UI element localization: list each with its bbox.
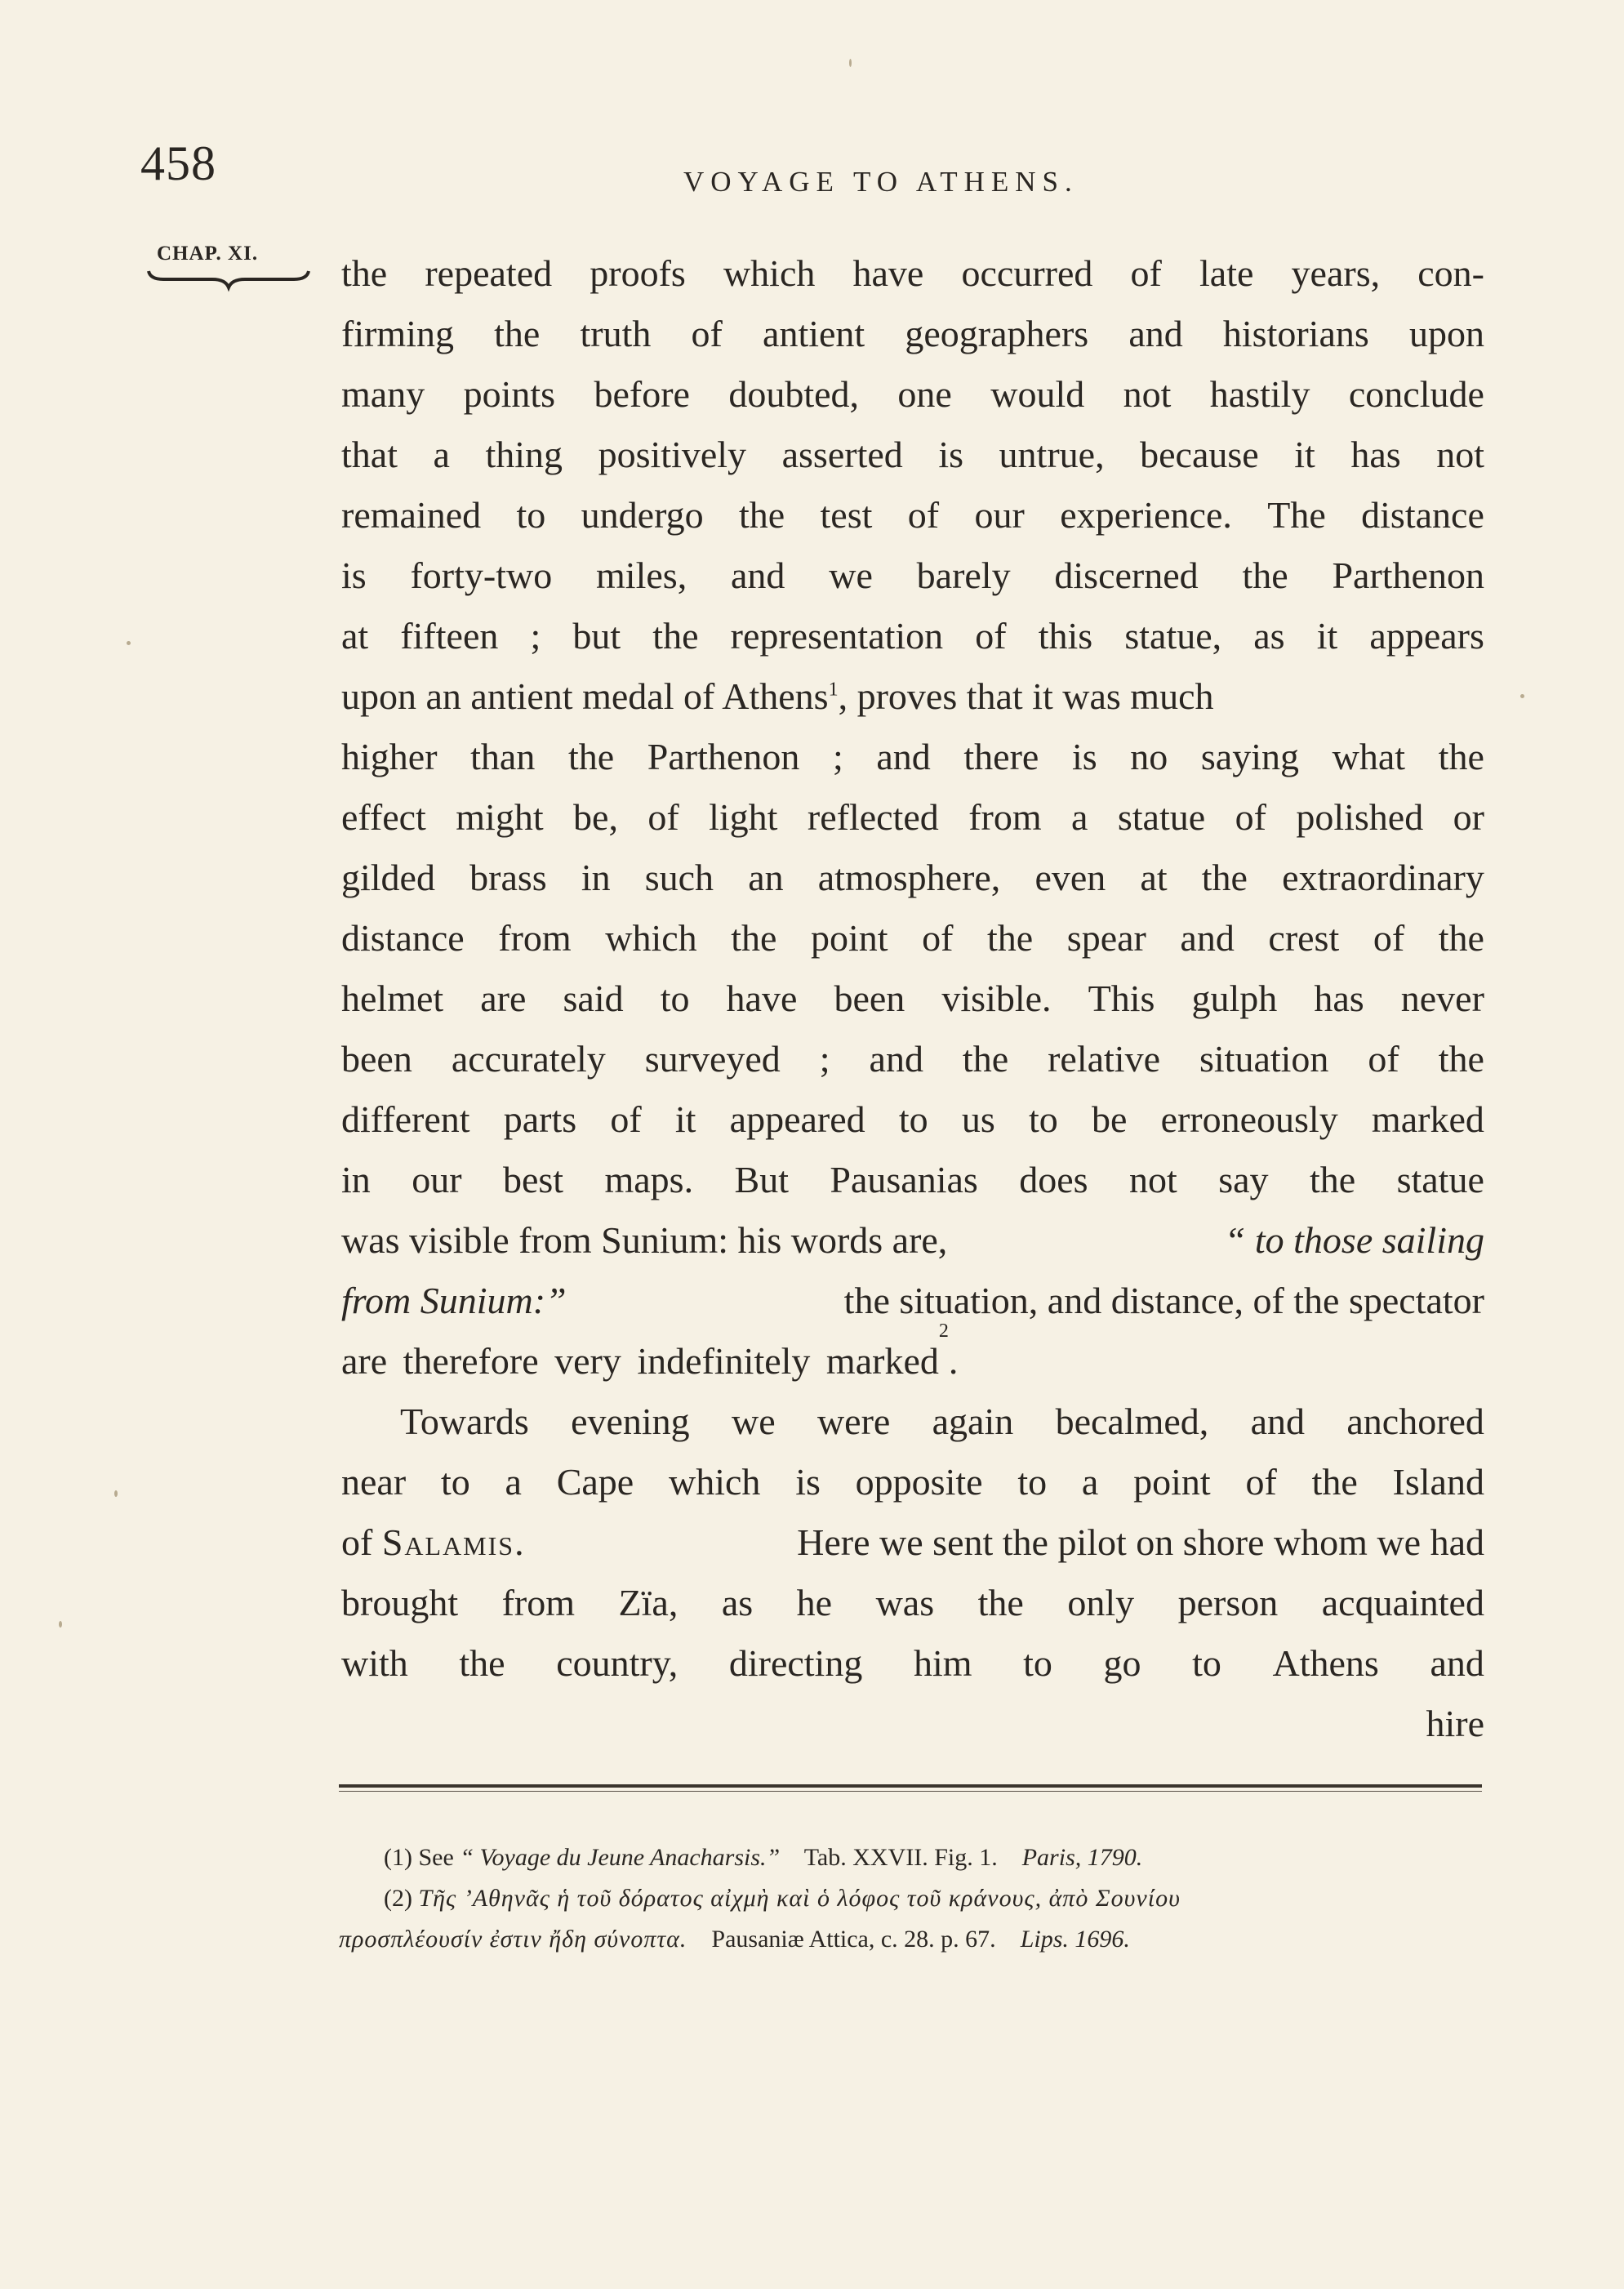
running-head: VOYAGE TO ATHENS. (683, 166, 1079, 198)
word: which (669, 1461, 761, 1503)
word: the (987, 917, 1034, 959)
word: accurately (451, 1038, 606, 1080)
word: which (723, 252, 816, 294)
word: representation (730, 615, 944, 657)
word: it (674, 1098, 696, 1140)
word: fifteen (400, 615, 499, 657)
text-line (341, 848, 1484, 908)
word: than (470, 736, 536, 777)
word: saying (1200, 736, 1299, 777)
word: undergo (581, 494, 704, 536)
text-fragment: are therefore very indefinitely marked (341, 1340, 939, 1382)
word: brought (341, 1582, 459, 1623)
word: antient (763, 313, 865, 354)
word: it (1294, 434, 1315, 475)
word: point (1133, 1461, 1211, 1503)
word: of (647, 796, 679, 838)
word: repeated (425, 252, 553, 294)
paper-speck (127, 641, 131, 645)
word: the (977, 1582, 1024, 1623)
word: be, (573, 796, 618, 838)
text-line (341, 304, 1484, 364)
text-fragment: , proves that it was much (838, 675, 1214, 717)
word: statue (1117, 796, 1206, 838)
footnote-text: Tab. XXVII. Fig. 1. (803, 1844, 998, 1871)
word: gilded (341, 857, 435, 898)
word: directing (728, 1642, 863, 1684)
word: distance (341, 917, 465, 959)
text-fragment: Here we sent the pilot on shore whom we had (797, 1521, 1484, 1563)
word: relative (1048, 1038, 1161, 1080)
word: a (433, 434, 450, 475)
text-line (341, 364, 1484, 425)
word: this (1038, 615, 1093, 657)
word: because (1140, 434, 1259, 475)
text-fragment: the situation, and distance, of the spectator (843, 1280, 1484, 1321)
word: our (412, 1159, 462, 1200)
text-line (341, 1512, 1484, 1573)
word: and (1250, 1401, 1306, 1442)
word: of (1130, 252, 1162, 294)
word: what (1332, 736, 1406, 777)
footnote-text: See (418, 1844, 454, 1871)
word: historians (1222, 313, 1369, 354)
word: a (1071, 796, 1088, 838)
word: of (907, 494, 940, 536)
word: becalmed, (1055, 1401, 1209, 1442)
word: in (341, 1159, 371, 1200)
word: of (691, 313, 723, 354)
word: to (516, 494, 546, 536)
word: the (341, 252, 388, 294)
word: Parthenon (1332, 554, 1484, 596)
word: the (1438, 736, 1484, 777)
word: ; (832, 736, 843, 777)
text-line (341, 606, 1484, 666)
word: asserted (781, 434, 903, 475)
word: ; (819, 1038, 830, 1080)
word: gulph (1191, 978, 1278, 1019)
word: light (709, 796, 778, 838)
word: con- (1417, 252, 1484, 294)
word: the (731, 917, 777, 959)
word: forty-two (410, 554, 553, 596)
word: is (341, 554, 367, 596)
word: brass (469, 857, 547, 898)
word: the (1201, 857, 1248, 898)
word: he (796, 1582, 833, 1623)
footnote-rule (339, 1784, 1482, 1788)
word: reflected (807, 796, 939, 838)
word: barely (916, 554, 1011, 596)
word: occurred (961, 252, 1093, 294)
word: the (567, 736, 615, 777)
word: no (1130, 736, 1168, 777)
word: of (922, 917, 954, 959)
word: that (341, 434, 398, 475)
word: us (961, 1098, 995, 1140)
word: never (1400, 978, 1484, 1019)
word: might (456, 796, 544, 838)
word: and (869, 1038, 923, 1080)
word: would (990, 373, 1085, 415)
word: surveyed (644, 1038, 781, 1080)
footnote-title: “ Voyage du Jeune Anacharsis.” (460, 1844, 781, 1871)
word: visible. (941, 978, 1052, 1019)
word: even (1034, 857, 1106, 898)
word: is (795, 1461, 821, 1503)
word: of (1235, 796, 1266, 838)
word: again (932, 1401, 1014, 1442)
text-line (341, 908, 1484, 969)
word: Zïa, (618, 1582, 679, 1623)
word: from (968, 796, 1042, 838)
word: not (1129, 1159, 1177, 1200)
text-line (341, 425, 1484, 485)
place-name: Salamis. (381, 1521, 526, 1563)
footnote-2 (384, 1878, 1462, 1919)
word: of (610, 1098, 642, 1140)
word: appeared (729, 1098, 865, 1140)
word: point (811, 917, 888, 959)
word: only (1067, 1582, 1135, 1623)
word: was (875, 1582, 935, 1623)
paper-speck (1520, 694, 1524, 698)
word: as (1253, 615, 1285, 657)
word: Athens (1272, 1642, 1379, 1684)
word: country, (556, 1642, 679, 1684)
word: The (1267, 494, 1326, 536)
word: not (1123, 373, 1172, 415)
word: the (1438, 917, 1484, 959)
paper-speck (114, 1490, 118, 1497)
text-line (341, 1089, 1484, 1150)
footnote-marker-2: 2 (938, 1320, 949, 1342)
word: it (1316, 615, 1338, 657)
word: the (459, 1642, 505, 1684)
word: to (1192, 1642, 1221, 1684)
word: at (341, 615, 369, 657)
word: hastily (1209, 373, 1310, 415)
word: late (1199, 252, 1254, 294)
word: extraordinary (1282, 857, 1484, 898)
footnote-marker-1: 1 (828, 679, 839, 701)
word: we (732, 1401, 776, 1442)
word: a (1081, 1461, 1099, 1503)
word: geographers (905, 313, 1089, 354)
word: crest (1268, 917, 1340, 959)
chapter-label: CHAP. XI. (157, 243, 259, 265)
paper-speck (59, 1621, 62, 1628)
word: Parthenon (647, 736, 800, 777)
word: of (975, 615, 1007, 657)
word: we (829, 554, 873, 596)
word: acquainted (1321, 1582, 1484, 1623)
word: maps. (604, 1159, 694, 1200)
footnote-number: (1) (384, 1844, 412, 1871)
word: miles, (596, 554, 687, 596)
word: and (1128, 313, 1183, 354)
word: anchored (1346, 1401, 1484, 1442)
word: say (1218, 1159, 1269, 1200)
word: an (748, 857, 784, 898)
word: not (1436, 434, 1484, 475)
text-fragment: was visible from Sunium: his words are, (341, 1219, 948, 1261)
text-fragment: . (948, 1340, 959, 1382)
paper-speck (849, 59, 852, 67)
word: and (731, 554, 785, 596)
word: many (341, 373, 425, 415)
word: in (581, 857, 611, 898)
word: which (605, 917, 697, 959)
word: and (1430, 1642, 1484, 1684)
word: one (897, 373, 952, 415)
text-line (341, 1150, 1484, 1210)
footnotes (384, 1837, 1462, 1919)
word: doubted, (728, 373, 860, 415)
word: were (816, 1401, 891, 1442)
word: of (1368, 1038, 1399, 1080)
word: go (1103, 1642, 1141, 1684)
word: erroneously (1160, 1098, 1338, 1140)
word: different (341, 1098, 470, 1140)
word: the (962, 1038, 1009, 1080)
word: him (913, 1642, 972, 1684)
word: before (594, 373, 690, 415)
word: to (898, 1098, 928, 1140)
footnote-number: (2) (384, 1885, 412, 1912)
word: discerned (1054, 554, 1199, 596)
text-fragment: upon an antient medal of Athens (341, 675, 829, 717)
word: statue, (1124, 615, 1222, 657)
word: has (1314, 978, 1364, 1019)
word: marked (1371, 1098, 1484, 1140)
word: This (1088, 978, 1155, 1019)
word: conclude (1348, 373, 1484, 415)
word: or (1453, 796, 1484, 838)
word: of (1373, 917, 1405, 959)
word: the (1242, 554, 1288, 596)
word: polished (1296, 796, 1424, 838)
word: of (1245, 1461, 1277, 1503)
footnote-text: Pausaniæ Attica, c. 28. p. 67. (711, 1926, 996, 1953)
word: years, (1291, 252, 1381, 294)
word: But (734, 1159, 789, 1200)
word: has (1350, 434, 1401, 475)
footnote-place: Paris, 1790. (1021, 1844, 1143, 1871)
text-line (341, 1392, 1484, 1452)
text-line (341, 1210, 1484, 1271)
text-line (341, 1271, 1484, 1331)
word: is (1071, 736, 1097, 777)
word: distance (1361, 494, 1484, 536)
footnote-2-continued (339, 1919, 1130, 1960)
word: to (660, 978, 690, 1019)
word: does (1019, 1159, 1088, 1200)
word: from (498, 917, 572, 959)
word: with (341, 1642, 408, 1684)
word: test (820, 494, 873, 536)
word: firming (341, 313, 454, 354)
word: at (1140, 857, 1168, 898)
word: points (463, 373, 556, 415)
word: spear (1066, 917, 1146, 959)
footnote-greek: προσπλέουσίν ἐστιν ἤδη σύνοπτα. (339, 1926, 687, 1953)
word: have (726, 978, 798, 1019)
word: been (341, 1038, 412, 1080)
word: evening (571, 1401, 690, 1442)
word: person (1177, 1582, 1279, 1623)
footnote-place: Lips. 1696. (1020, 1926, 1130, 1953)
text-line (341, 1573, 1484, 1633)
text-line (341, 1452, 1484, 1512)
word: higher (341, 736, 438, 777)
footnote-rule-thin (339, 1791, 1482, 1792)
word: statue (1396, 1159, 1484, 1200)
word: truth (580, 313, 652, 354)
word: our (974, 494, 1025, 536)
word: the (1309, 1159, 1356, 1200)
catchword: hire (1426, 1703, 1484, 1744)
text-line (341, 546, 1484, 606)
word: to (440, 1461, 470, 1503)
text-fragment: of (341, 1521, 373, 1563)
footnote-greek: Τῆς ’Αθηνᾶς ἡ τοῦ δόρατος αἰχμὴ καὶ ὁ λόφος τοῦ κράνους, ἀπὸ Σουνίου (418, 1885, 1181, 1912)
word: is (938, 434, 963, 475)
page-number: 458 (140, 136, 216, 190)
word: Pausanias (830, 1159, 978, 1200)
word: and (1180, 917, 1235, 959)
quote-italic: “ to those sailing (1224, 1219, 1484, 1261)
word: parts (503, 1098, 577, 1140)
word: appears (1369, 615, 1484, 657)
word: the (1438, 1038, 1484, 1080)
text-line (341, 666, 1484, 727)
word: to (1028, 1098, 1058, 1140)
word: said (563, 978, 624, 1019)
word: Towards (400, 1401, 529, 1442)
text-line (341, 727, 1484, 787)
word: opposite (855, 1461, 983, 1503)
word: have (852, 252, 924, 294)
word: the (738, 494, 785, 536)
word: remained (341, 494, 482, 536)
text-line (341, 1320, 1484, 1392)
body-text (341, 243, 1484, 1754)
word: ; (530, 615, 541, 657)
text-line (341, 787, 1484, 848)
word: experience. (1060, 494, 1232, 536)
word: to (1023, 1642, 1052, 1684)
word: near (341, 1461, 407, 1503)
word: best (502, 1159, 564, 1200)
word: situation (1199, 1038, 1329, 1080)
word: from (501, 1582, 576, 1623)
text-line (341, 969, 1484, 1029)
word: are (480, 978, 527, 1019)
footnote-1 (384, 1837, 1462, 1878)
word: Cape (556, 1461, 634, 1503)
text-line (341, 1029, 1484, 1089)
word: and (876, 736, 931, 777)
word: but (572, 615, 621, 657)
word: the (652, 615, 699, 657)
text-line (341, 243, 1484, 304)
word: a (505, 1461, 522, 1503)
word: to (1017, 1461, 1048, 1503)
word: the (494, 313, 541, 354)
word: effect (341, 796, 426, 838)
word: untrue, (999, 434, 1105, 475)
word: be (1091, 1098, 1128, 1140)
word: the (1311, 1461, 1358, 1503)
word: atmosphere, (817, 857, 1001, 898)
text-line (341, 1633, 1484, 1694)
word: such (644, 857, 714, 898)
word: Island (1392, 1461, 1484, 1503)
word: positively (598, 434, 747, 475)
word: as (721, 1582, 754, 1623)
word: there (963, 736, 1039, 777)
chapter-brace (147, 269, 310, 302)
text-line (341, 485, 1484, 546)
word: thing (485, 434, 563, 475)
word: proofs (590, 252, 686, 294)
word: upon (1408, 313, 1484, 354)
quote-italic: from Sunium:” (341, 1280, 567, 1321)
word: been (834, 978, 905, 1019)
word: helmet (341, 978, 444, 1019)
